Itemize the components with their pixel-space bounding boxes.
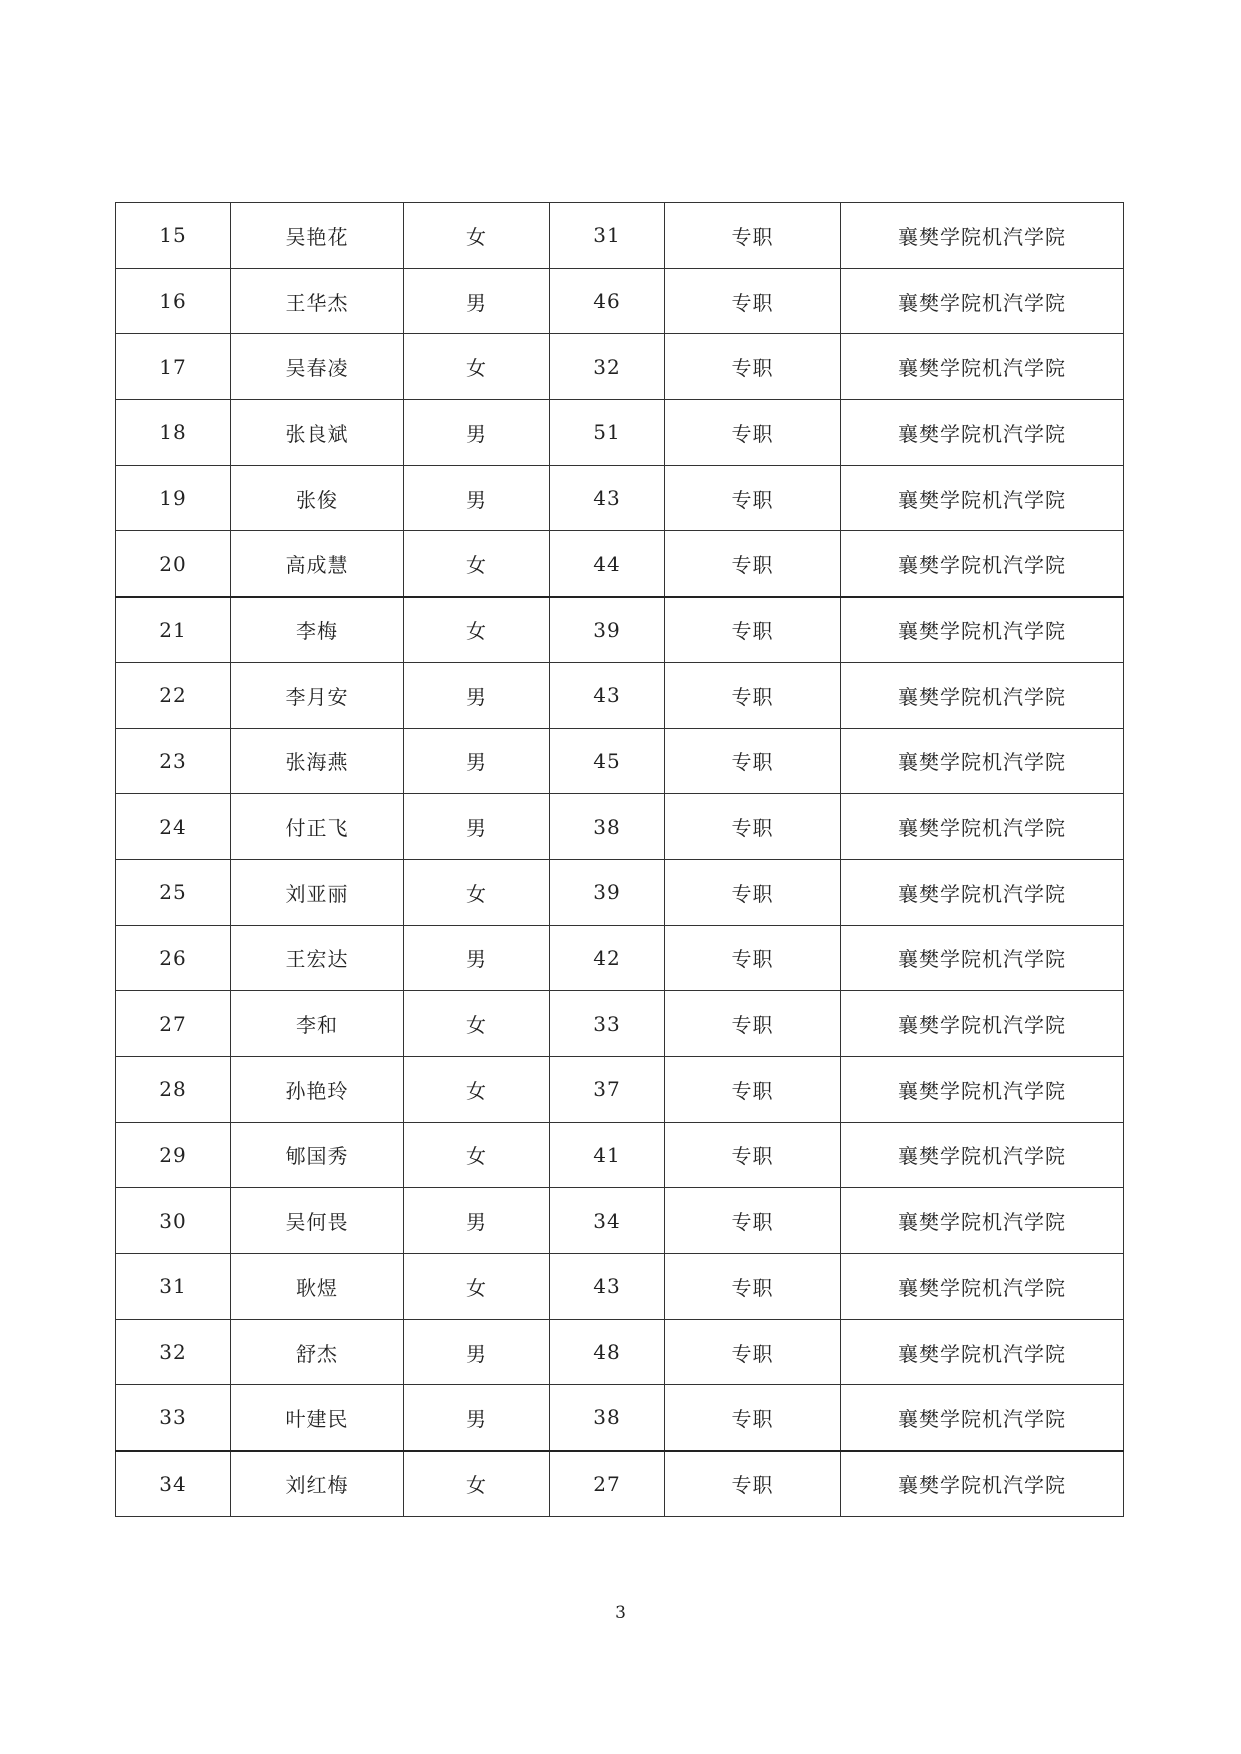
age: 41 xyxy=(550,1122,665,1188)
table-row xyxy=(116,334,1124,400)
table-row xyxy=(116,1056,1124,1122)
employment-type: 专职 xyxy=(665,597,841,663)
row-number: 27 xyxy=(116,991,231,1057)
row-number: 18 xyxy=(116,400,231,466)
table-row xyxy=(116,794,1124,860)
person-name: 刘亚丽 xyxy=(231,859,404,925)
table-row xyxy=(116,662,1124,728)
row-number: 16 xyxy=(116,268,231,334)
gender: 女 xyxy=(404,531,550,597)
age: 45 xyxy=(550,728,665,794)
table-row xyxy=(116,1122,1124,1188)
work-unit: 襄樊学院机汽学院 xyxy=(841,925,1124,991)
row-number: 25 xyxy=(116,859,231,925)
employment-type: 专职 xyxy=(665,203,841,269)
table-row xyxy=(116,597,1124,663)
age: 33 xyxy=(550,991,665,1057)
age: 37 xyxy=(550,1056,665,1122)
work-unit: 襄樊学院机汽学院 xyxy=(841,1122,1124,1188)
person-name: 孙艳玲 xyxy=(231,1056,404,1122)
row-number: 19 xyxy=(116,465,231,531)
gender: 男 xyxy=(404,1188,550,1254)
work-unit: 襄樊学院机汽学院 xyxy=(841,1319,1124,1385)
age: 43 xyxy=(550,1254,665,1320)
work-unit: 襄樊学院机汽学院 xyxy=(841,1056,1124,1122)
row-number: 15 xyxy=(116,203,231,269)
person-name: 叶建民 xyxy=(231,1385,404,1451)
age: 42 xyxy=(550,925,665,991)
work-unit: 襄樊学院机汽学院 xyxy=(841,1188,1124,1254)
gender: 男 xyxy=(404,794,550,860)
person-name: 王宏达 xyxy=(231,925,404,991)
employment-type: 专职 xyxy=(665,1056,841,1122)
person-name: 吴春凌 xyxy=(231,334,404,400)
table-row xyxy=(116,1451,1124,1517)
person-name: 吴何畏 xyxy=(231,1188,404,1254)
row-number: 24 xyxy=(116,794,231,860)
person-name: 张海燕 xyxy=(231,728,404,794)
gender: 男 xyxy=(404,925,550,991)
table-row xyxy=(116,268,1124,334)
gender: 女 xyxy=(404,1056,550,1122)
work-unit: 襄樊学院机汽学院 xyxy=(841,662,1124,728)
age: 32 xyxy=(550,334,665,400)
age: 27 xyxy=(550,1451,665,1517)
gender: 女 xyxy=(404,991,550,1057)
employment-type: 专职 xyxy=(665,794,841,860)
employment-type: 专职 xyxy=(665,1451,841,1517)
work-unit: 襄樊学院机汽学院 xyxy=(841,400,1124,466)
gender: 女 xyxy=(404,334,550,400)
work-unit: 襄樊学院机汽学院 xyxy=(841,728,1124,794)
age: 38 xyxy=(550,1385,665,1451)
table-row xyxy=(116,1385,1124,1451)
gender: 男 xyxy=(404,400,550,466)
person-name: 李和 xyxy=(231,991,404,1057)
row-number: 23 xyxy=(116,728,231,794)
gender: 女 xyxy=(404,1122,550,1188)
work-unit: 襄樊学院机汽学院 xyxy=(841,1254,1124,1320)
work-unit: 襄樊学院机汽学院 xyxy=(841,794,1124,860)
work-unit: 襄樊学院机汽学院 xyxy=(841,531,1124,597)
table-row xyxy=(116,728,1124,794)
age: 46 xyxy=(550,268,665,334)
work-unit: 襄樊学院机汽学院 xyxy=(841,465,1124,531)
employment-type: 专职 xyxy=(665,1319,841,1385)
table-row xyxy=(116,465,1124,531)
employment-type: 专职 xyxy=(665,662,841,728)
employment-type: 专职 xyxy=(665,1122,841,1188)
employment-type: 专职 xyxy=(665,1188,841,1254)
person-name: 耿煜 xyxy=(231,1254,404,1320)
age: 43 xyxy=(550,662,665,728)
table-row xyxy=(116,400,1124,466)
person-name: 李月安 xyxy=(231,662,404,728)
age: 38 xyxy=(550,794,665,860)
person-name: 张良斌 xyxy=(231,400,404,466)
employment-type: 专职 xyxy=(665,334,841,400)
row-number: 29 xyxy=(116,1122,231,1188)
table-row xyxy=(116,859,1124,925)
work-unit: 襄樊学院机汽学院 xyxy=(841,203,1124,269)
gender: 男 xyxy=(404,465,550,531)
person-name: 吴艳花 xyxy=(231,203,404,269)
row-number: 22 xyxy=(116,662,231,728)
row-number: 31 xyxy=(116,1254,231,1320)
age: 39 xyxy=(550,597,665,663)
row-number: 17 xyxy=(116,334,231,400)
age: 39 xyxy=(550,859,665,925)
gender: 女 xyxy=(404,1254,550,1320)
table-row xyxy=(116,1254,1124,1320)
row-number: 30 xyxy=(116,1188,231,1254)
person-name: 郇国秀 xyxy=(231,1122,404,1188)
work-unit: 襄樊学院机汽学院 xyxy=(841,991,1124,1057)
age: 43 xyxy=(550,465,665,531)
page-number: 3 xyxy=(615,1603,626,1623)
row-number: 33 xyxy=(116,1385,231,1451)
employment-type: 专职 xyxy=(665,1385,841,1451)
table-row xyxy=(116,1319,1124,1385)
gender: 男 xyxy=(404,1319,550,1385)
age: 44 xyxy=(550,531,665,597)
gender: 女 xyxy=(404,597,550,663)
roster-table-body xyxy=(116,203,1124,1517)
person-name: 刘红梅 xyxy=(231,1451,404,1517)
row-number: 28 xyxy=(116,1056,231,1122)
table-row xyxy=(116,1188,1124,1254)
employment-type: 专职 xyxy=(665,859,841,925)
age: 31 xyxy=(550,203,665,269)
employment-type: 专职 xyxy=(665,400,841,466)
employment-type: 专职 xyxy=(665,531,841,597)
table-row xyxy=(116,991,1124,1057)
table-row xyxy=(116,925,1124,991)
gender: 女 xyxy=(404,859,550,925)
row-number: 34 xyxy=(116,1451,231,1517)
work-unit: 襄樊学院机汽学院 xyxy=(841,859,1124,925)
gender: 男 xyxy=(404,662,550,728)
roster-table xyxy=(115,202,1124,1517)
employment-type: 专职 xyxy=(665,1254,841,1320)
gender: 女 xyxy=(404,203,550,269)
gender: 女 xyxy=(404,1451,550,1517)
work-unit: 襄樊学院机汽学院 xyxy=(841,597,1124,663)
work-unit: 襄樊学院机汽学院 xyxy=(841,268,1124,334)
work-unit: 襄樊学院机汽学院 xyxy=(841,334,1124,400)
table-row xyxy=(116,531,1124,597)
gender: 男 xyxy=(404,1385,550,1451)
row-number: 26 xyxy=(116,925,231,991)
gender: 男 xyxy=(404,728,550,794)
person-name: 张俊 xyxy=(231,465,404,531)
person-name: 高成慧 xyxy=(231,531,404,597)
row-number: 32 xyxy=(116,1319,231,1385)
age: 51 xyxy=(550,400,665,466)
gender: 男 xyxy=(404,268,550,334)
person-name: 舒杰 xyxy=(231,1319,404,1385)
work-unit: 襄樊学院机汽学院 xyxy=(841,1451,1124,1517)
row-number: 21 xyxy=(116,597,231,663)
row-number: 20 xyxy=(116,531,231,597)
employment-type: 专职 xyxy=(665,728,841,794)
employment-type: 专职 xyxy=(665,465,841,531)
person-name: 王华杰 xyxy=(231,268,404,334)
employment-type: 专职 xyxy=(665,268,841,334)
person-name: 李梅 xyxy=(231,597,404,663)
employment-type: 专职 xyxy=(665,991,841,1057)
age: 34 xyxy=(550,1188,665,1254)
table-row xyxy=(116,203,1124,269)
work-unit: 襄樊学院机汽学院 xyxy=(841,1385,1124,1451)
employment-type: 专职 xyxy=(665,925,841,991)
person-name: 付正飞 xyxy=(231,794,404,860)
age: 48 xyxy=(550,1319,665,1385)
